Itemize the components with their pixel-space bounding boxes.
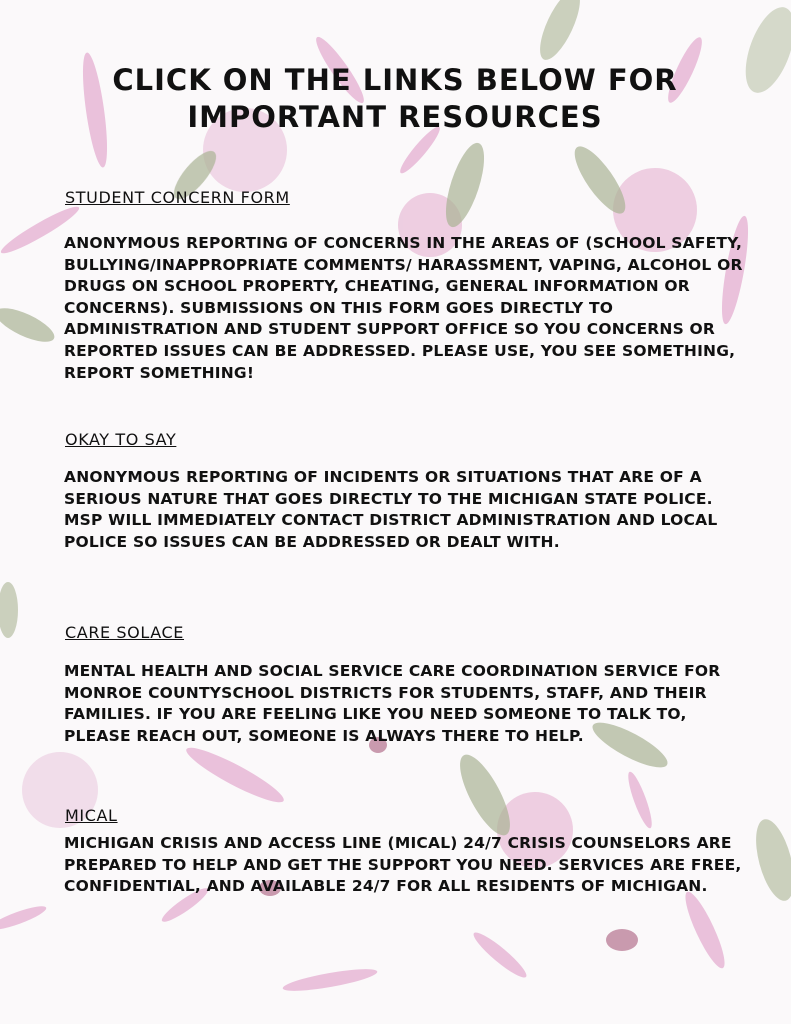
mical-link[interactable]: MICAL: [65, 806, 118, 825]
care-solace-link[interactable]: CARE SOLACE: [65, 623, 185, 642]
okay-to-say-description: ANONYMOUS REPORTING OF INCIDENTS OR SITUATIONS THAT ARE OF A SERIOUS NATURE THAT GOES DIRECTLY TO THE MICHIGAN STATE POLICE. MSP WILL IMMEDIATELY CONTACT DISTRICT ADMINISTRATION AND LOCAL POLICE SO ISSUES CAN BE ADDRESSED OR DEALT WITH.: [64, 468, 718, 551]
okay-to-say-link[interactable]: OKAY TO SAY: [65, 430, 177, 449]
mical-description: MICHIGAN CRISIS AND ACCESS LINE (MICAL) 24/7 CRISIS COUNSELORS ARE PREPARED TO HELP AND GET THE SUPPORT YOU NEED. SERVICES ARE FREE, CONFIDENTIAL, AND AVAILABLE 24/7 FOR ALL RESIDENTS OF MICHIGAN.: [64, 834, 742, 896]
student-concern-form-description: ANONYMOUS REPORTING OF CONCERNS IN THE AREAS OF (SCHOOL SAFETY, BULLYING/INAPPROPRIATE COMMENTS/ HARASSMENT, VAPING, ALCOHOL OR DRUGS ON SCHOOL PROPERTY, CHEATING, GENERAL INFORMATION OR CONCERNS). SUBMISSIONS ON THIS FORM GOES DIRECTLY TO ADMINISTRATION AND STUDENT SUPPORT OFFICE SO YOU CONCERNS OR REPORTED ISSUES CAN BE ADDRESSED. PLEASE USE, YOU SEE SOMETHING, REPORT SOMETHING!: [64, 234, 743, 382]
student-concern-form-link[interactable]: STUDENT CONCERN FORM: [65, 188, 290, 207]
care-solace-description: MENTAL HEALTH AND SOCIAL SERVICE CARE COORDINATION SERVICE FOR MONROE COUNTYSCHOOL DISTRICTS FOR STUDENTS, STAFF, AND THEIR FAMILIES. IF YOU ARE FEELING LIKE YOU NEED SOMEONE TO TALK TO, PLEASE REACH OUT, SOMEONE IS ALWAYS THERE TO HELP.: [64, 662, 721, 745]
page-title: CLICK ON THE LINKS BELOW FOR IMPORTANT RESOURCES: [112, 63, 678, 134]
